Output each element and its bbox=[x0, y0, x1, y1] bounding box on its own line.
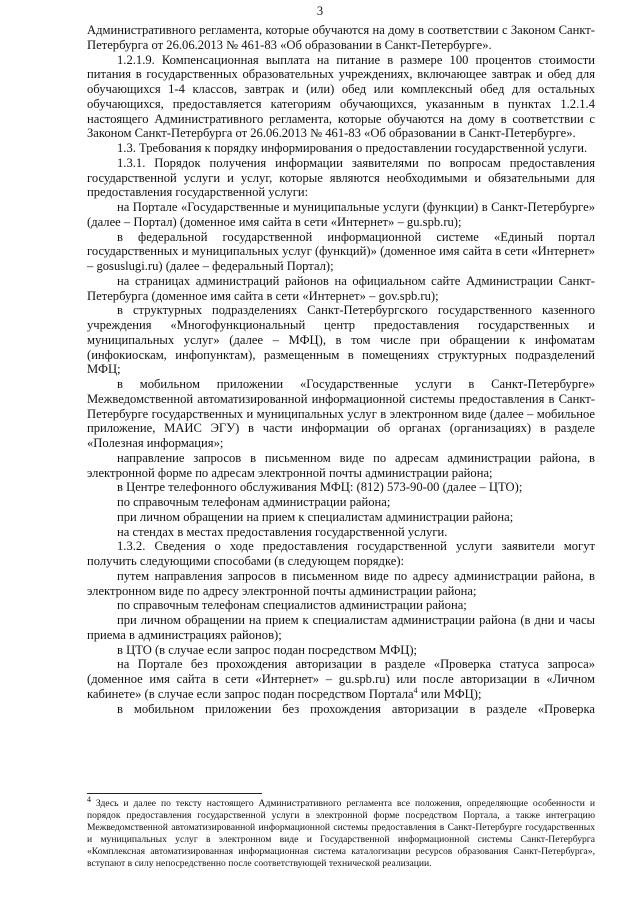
paragraph: Административного регламента, которые обучаются на дому в соответствии с Законом Санкт-Петербурга от 26.06.2013 № 461-83 «Об образовании в Санкт-Петербурге». bbox=[87, 23, 595, 52]
paragraph: 1.2.1.9. Компенсационная выплата на питание в размере 100 процентов стоимости питания в государственных образовательных учреждениях, включающее завтрак и обед для обучающихся 1-4 классов, завтрак и (или) обед или комплексный обед для остальных обучающихся, предоставляется категориям обучающихся, указанным в пунктах 1.2.1.4 настоящего Административного регламента, которые обучаются на дому в соответствии с Законом Санкт-Петербурга от 26.06.2013 № 461-83 «Об образовании в Санкт-Петербурге». bbox=[87, 52, 595, 141]
list-item: на страницах администраций районов на официальном сайте Администрации Санкт-Петербурга (доменное имя сайта в сети «Интернет» – gov.spb.ru); bbox=[87, 273, 595, 303]
list-item: в мобильном приложении без прохождения авторизации в разделе «Проверка bbox=[117, 701, 595, 716]
list-item: по справочным телефонам администрации района; bbox=[117, 495, 391, 509]
text-span: или МФЦ); bbox=[417, 686, 482, 701]
paragraph: 1.3.1. Порядок получения информации заявителями по вопросам предоставления государственной услуги и услуг, которые являются необходимыми и обязательными для предоставления государственной услуги: bbox=[87, 155, 595, 200]
list-item: на стендах в местах предоставления государственной услуги. bbox=[117, 524, 448, 539]
footnote-separator bbox=[87, 793, 262, 794]
list-item: в федеральной государственной информационной системе «Единый портал государственных и муниципальных услуг (функций)» (доменное имя сайта в сети «Интернет» – gosuslugi.ru) (далее – федеральный Портал); bbox=[87, 229, 595, 273]
list-item: по справочным телефонам специалистов администрации района; bbox=[117, 598, 467, 613]
footnote bbox=[87, 794, 595, 871]
list-item: в Центре телефонного обслуживания МФЦ: (812) 573-90-00 (далее – ЦТО); bbox=[117, 480, 523, 495]
list-item: при личном обращении на прием к специалистам администрации района (в дни и часы приема в администрациях районов); bbox=[87, 613, 595, 642]
page-number: 3 bbox=[316, 4, 324, 18]
list-item: в ЦТО (в случае если запрос подан посредством МФЦ); bbox=[117, 642, 418, 657]
list-item: в структурных подразделениях Санкт-Петербургского государственного казенного учреждения «Многофункциональный центр предоставления государственных и муниципальных услуг» (далее – МФЦ), в том числе при обращении к инфоматам (инфокиоскам, инфопунктам), размещенным в помещениях структурных подразделений МФЦ; bbox=[87, 303, 595, 377]
footnote-marker: 4 bbox=[87, 794, 91, 804]
section-heading: 1.3. Требования к порядку информирования о предоставлении государственной услуги. bbox=[117, 141, 588, 155]
footnote-text: Здесь и далее по тексту настоящего Административного регламента все положения, определяющие особенности и порядок предоставления государственной услуги в электронной форме посредством Портала, а также интеграцию Межведомственной автоматизированной информационной системы предоставления в Санкт-Петербурге государственных и муниципальных услуг в электронном виде и Государственной информационной системы Санкт-Петербурга «Комплексная автоматизированная информационная система каталогизации ресурсов образования Санкт-Петербурга», вступают в силу непосредственно после соответствующей технической реализации. bbox=[87, 798, 595, 870]
list-item: при личном обращении на прием к специалистам администрации района; bbox=[117, 509, 514, 524]
list-item: направление запросов в письменном виде по адресам администрации района, в электронной форме по адресам электронной почты администрации района; bbox=[87, 450, 595, 480]
text-span: на Портале без прохождения авторизации в разделе «Проверка статуса запроса» (доменное имя сайта в сети «Интернет» – gu.spb.ru) или после авторизации в «Личном кабинете» (в случае если запрос подан посредством Портала bbox=[87, 657, 595, 701]
paragraph: 1.3.2. Сведения о ходе предоставления государственной услуги заявители могут получить следующими способами (в следующем порядке): bbox=[87, 539, 595, 568]
list-item: на Портале «Государственные и муниципальные услуги (функции) в Санкт-Петербурге» (далее – Портал) (доменное имя сайта в сети «Интернет» – gu.spb.ru); bbox=[87, 200, 595, 229]
list-item: в мобильном приложении «Государственные услуги в Санкт-Петербурге» Межведомственной автоматизированной информационной системы предоставления в Санкт-Петербурге государственных и муниципальных услуг в электронном виде (далее – мобильное приложение, МАИС ЭГУ) в части информации об органах (организациях) в разделе «Полезная информация»; bbox=[87, 377, 595, 450]
document-body bbox=[87, 23, 595, 716]
list-item: путем направления запросов в письменном виде по адресу администрации района, в электронном виде по адресу электронной почты администрации района; bbox=[87, 568, 595, 598]
list-item bbox=[87, 657, 595, 701]
footnote-ref: 4 bbox=[413, 685, 418, 695]
